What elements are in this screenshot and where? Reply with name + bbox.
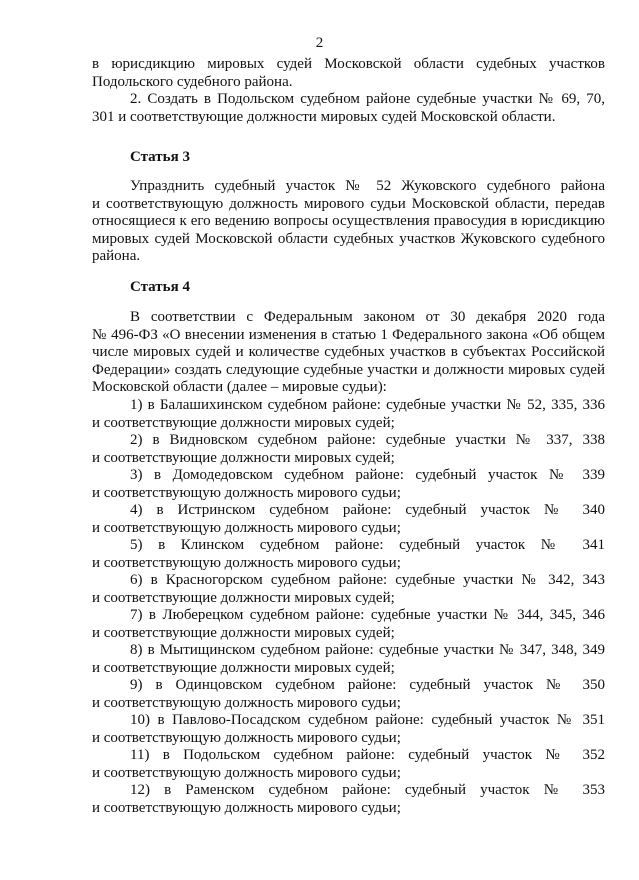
list-item-first-line: 5) в Клинском судебном районе: судебный участок № 341 <box>130 537 605 553</box>
text-line: Московской области (далее – мировые судьи): <box>92 379 387 395</box>
list-item-second-line: и соответствующую должность мирового судьи; <box>92 484 401 501</box>
text-line: Подольского судебного района. <box>92 73 293 90</box>
text-line: числе мировых судей и количестве судебных участков в субъектах Российской <box>92 344 605 360</box>
text-line: в юрисдикцию мировых судей Московской области судебных участков <box>92 56 605 72</box>
text-line: относящиеся к его ведению вопросы осуществления правосудия в юрисдикцию <box>92 213 605 229</box>
text-line: Упразднить судебный участок № 52 Жуковского судебного района <box>130 178 605 194</box>
list-item <box>92 712 605 747</box>
list-item <box>92 607 605 642</box>
list-item <box>92 467 605 502</box>
list-item-first-line: 12) в Раменском судебном районе: судебный участок № 353 <box>130 782 605 798</box>
list-item <box>92 432 605 467</box>
list-item <box>92 782 605 817</box>
list-item-second-line: и соответствующие должности мировых судей; <box>92 589 395 606</box>
list-item-first-line: 6) в Красногорском судебном районе: судебные участки № 342, 343 <box>130 572 605 588</box>
intro-paragraph <box>92 56 605 126</box>
list-item-second-line: и соответствующую должность мирового судьи; <box>92 694 401 711</box>
article-3-paragraph <box>92 178 605 266</box>
list-item <box>92 537 605 572</box>
list-item-first-line: 2) в Видновском судебном районе: судебные участки № 337, 338 <box>130 432 605 448</box>
text-line: Федерации» создать следующие судебные участки и должности мировых судей <box>92 361 605 378</box>
list-item-second-line: и соответствующие должности мировых судей; <box>92 449 395 466</box>
text-line: 2. Создать в Подольском судебном районе судебные участки № 69, 70, <box>130 91 605 107</box>
article-4-list <box>92 397 605 817</box>
list-item-first-line: 1) в Балашихинском судебном районе: судебные участки № 52, 335, 336 <box>130 397 605 413</box>
article-4-heading: Статья 4 <box>130 279 190 295</box>
list-item-second-line: и соответствующую должность мирового судьи; <box>92 729 401 746</box>
list-item-first-line: 9) в Одинцовском судебном районе: судебный участок № 350 <box>130 677 605 693</box>
text-line: № 496-ФЗ «О внесении изменения в статью 1 Федерального закона «Об общем <box>92 326 605 343</box>
list-item-second-line: и соответствующие должности мировых судей; <box>92 414 395 431</box>
list-item <box>92 677 605 712</box>
list-item-first-line: 11) в Подольском судебном районе: судебный участок № 352 <box>130 747 605 763</box>
list-item <box>92 642 605 677</box>
text-line: и соответствующую должность мирового судьи Московской области, передав <box>92 195 605 212</box>
list-item-first-line: 8) в Мытищинском судебном районе: судебные участки № 347, 348, 349 <box>130 642 605 658</box>
list-item <box>92 572 605 607</box>
page-number: 2 <box>315 35 324 51</box>
list-item-second-line: и соответствующую должность мирового судьи; <box>92 799 401 816</box>
text-line: 301 и соответствующие должности мировых судей Московской области. <box>92 108 556 125</box>
list-item-second-line: и соответствующую должность мирового судьи; <box>92 764 401 781</box>
text-line: мировых судей Московской области судебных участков Жуковского судебного <box>92 230 605 247</box>
list-item-second-line: и соответствующую должность мирового судьи; <box>92 519 401 536</box>
text-line: В соответствии с Федеральным законом от 30 декабря 2020 года <box>130 309 605 325</box>
article-3-heading: Статья 3 <box>130 149 190 165</box>
list-item-second-line: и соответствующие должности мировых судей; <box>92 659 395 676</box>
list-item <box>92 502 605 537</box>
list-item-first-line: 3) в Домодедовском судебном районе: судебный участок № 339 <box>130 467 605 483</box>
article-4-intro <box>92 309 605 397</box>
text-line: района. <box>92 248 141 264</box>
list-item-first-line: 10) в Павлово-Посадском судебном районе: судебный участок № 351 <box>130 712 605 728</box>
list-item-second-line: и соответствующую должность мирового судьи; <box>92 554 401 571</box>
list-item-first-line: 4) в Истринском судебном районе: судебный участок № 340 <box>130 502 605 518</box>
list-item <box>92 747 605 782</box>
list-item <box>92 397 605 432</box>
list-item-first-line: 7) в Люберецком судебном районе: судебные участки № 344, 345, 346 <box>130 607 605 623</box>
list-item-second-line: и соответствующие должности мировых судей; <box>92 624 395 641</box>
